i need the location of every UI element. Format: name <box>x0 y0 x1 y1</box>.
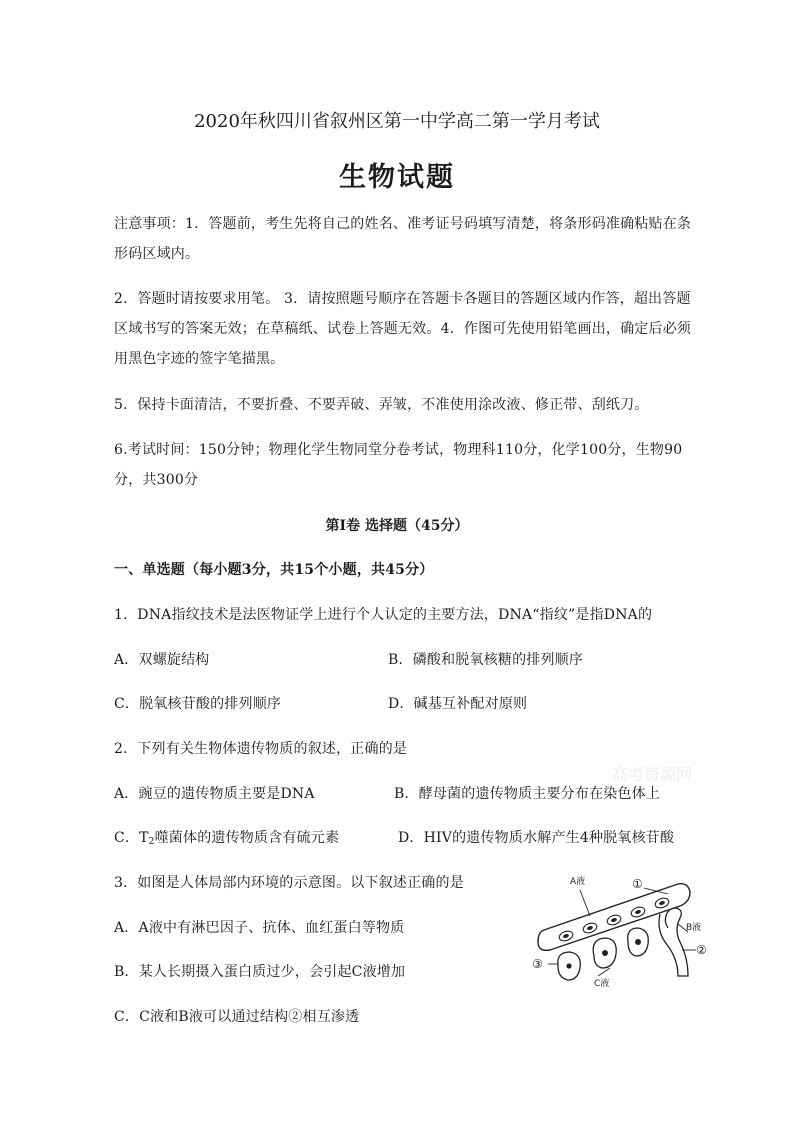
q1-option-b: B．磷酸和脱氧核糖的排列顺序 <box>388 652 584 668</box>
notes-line-6: 5．保持卡面清洁，不要折叠、不要弄破、弄皱，不准使用涂改液、修正带、刮纸刀。 <box>114 397 649 413</box>
exam-title: 生物试题 <box>339 162 455 193</box>
q2-stem: 2．下列有关生物体遗传物质的叙述，正确的是 <box>114 741 408 757</box>
q2-option-c: C．$T_2$噬菌体的遗传物质含有硫元素 <box>114 830 340 847</box>
notes-line-4: 区域书写的答案无效；在草稿纸、试卷上答题无效。4．作图可先使用铅笔画出，确定后必须 <box>114 321 692 337</box>
q1-stem: 1．DNA指纹技术是法医物证学上进行个人认定的主要方法，DNA“指纹”是指DNA的 <box>114 607 653 623</box>
label-mark-2: ② <box>696 943 707 957</box>
notes-line-7: 6.考试时间：150分钟；物理化学生物同堂分卷考试，物理科110分，化学100分，生物90 <box>114 442 683 458</box>
notes-line-8: 分，共300分 <box>114 472 199 488</box>
q2-option-b: B．酵母菌的遗传物质主要分布在染色体上 <box>394 786 661 802</box>
notes-line-3: 2．答题时请按要求用笔。 3．请按照题号顺序在答题卡各题目的答题区域内作答，超出答题 <box>114 291 691 307</box>
label-c-fluid: C液 <box>594 979 610 989</box>
label-mark-1: ① <box>632 877 643 891</box>
watermark: 高考资源网 <box>612 765 693 784</box>
q1-option-c: C．脱氧核苷酸的排列顺序 <box>114 696 282 712</box>
q2-option-a: A．豌豆的遗传物质主要是DNA <box>114 786 315 802</box>
exam-subtitle: 2020年秋四川省叙州区第一中学高二第一学月考试 <box>194 111 600 132</box>
q3-option-b: B．某人长期摄入蛋白质过少，会引起C液增加 <box>114 964 406 980</box>
internal-environment-diagram <box>528 872 718 990</box>
q1-option-a: A．双螺旋结构 <box>114 652 210 668</box>
q3-option-a: A．A液中有淋巴因子、抗体、血红蛋白等物质 <box>114 920 405 936</box>
q2-option-d: D．HIV的遗传物质水解产生4种脱氧核苷酸 <box>398 830 675 846</box>
label-a-fluid: A液 <box>570 877 586 887</box>
q3-stem: 3．如图是人体局部内环境的示意图。以下叙述正确的是 <box>114 875 464 891</box>
part-heading: 一、单选题（每小题3分，共15个小题，共45分） <box>114 562 434 578</box>
notes-line-1: 注意事项：1．答题前，考生先将自己的姓名、准考证号码填写清楚，将条形码准确粘贴在条 <box>114 216 692 232</box>
notes-line-2: 形码区域内。 <box>114 246 200 262</box>
q1-option-d: D．碱基互补配对原则 <box>388 696 528 712</box>
label-b-fluid: B液 <box>686 923 702 933</box>
notes-line-5: 用黑色字迹的签字笔描黑。 <box>114 351 285 367</box>
section-title: 第I卷 选择题（45分） <box>325 518 469 534</box>
lymph-capillary <box>659 908 688 976</box>
label-mark-3: ③ <box>532 957 543 971</box>
q3-option-c: C．C液和B液可以通过结构②相互渗透 <box>114 1009 360 1025</box>
